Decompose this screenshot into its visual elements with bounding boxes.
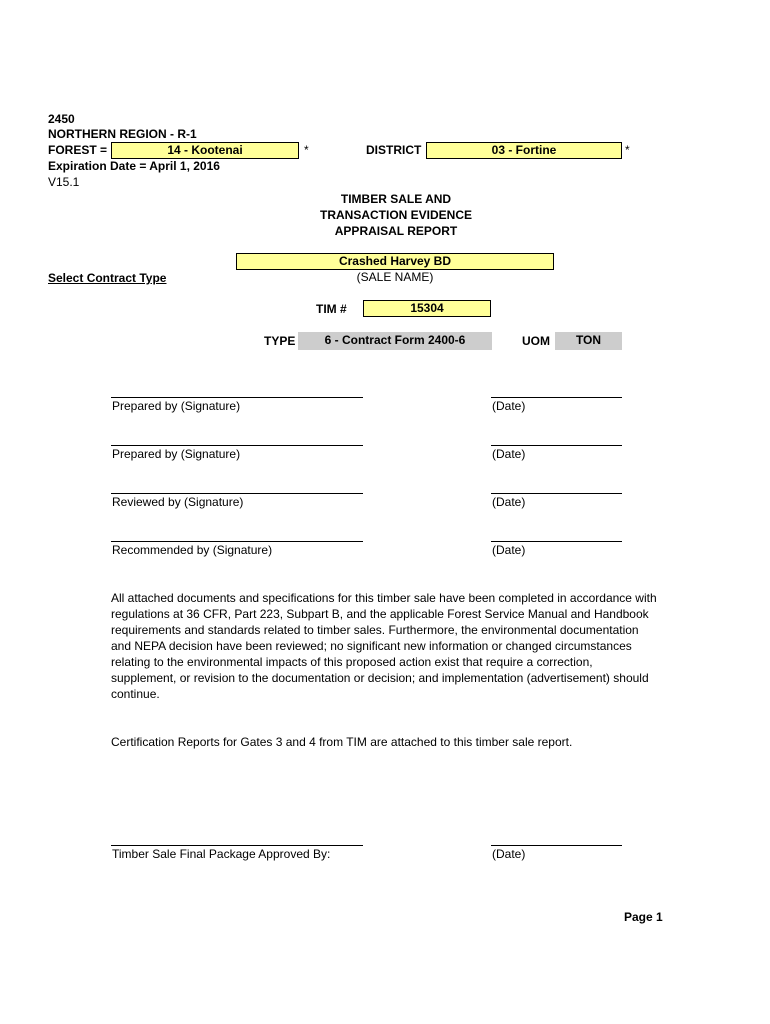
district-label: DISTRICT xyxy=(366,143,422,157)
certification-paragraph xyxy=(111,590,691,702)
paragraph-line: requirements and standards related to timber sales. Furthermore, the environmental documentation xyxy=(111,623,639,637)
signature-label: Reviewed by (Signature) xyxy=(112,495,244,509)
form-code: 2450 xyxy=(48,112,75,126)
contract-type-select[interactable]: 6 - Contract Form 2400-6 xyxy=(298,332,492,350)
signature-line[interactable] xyxy=(111,541,363,542)
date-label: (Date) xyxy=(492,495,526,509)
final-approval-date-label: (Date) xyxy=(492,847,526,861)
version-label: V15.1 xyxy=(48,175,80,189)
paragraph-line: continue. xyxy=(111,687,160,701)
final-approval-signature-line[interactable] xyxy=(111,845,363,846)
tim-number-field[interactable]: 15304 xyxy=(363,300,491,317)
district-required-asterisk: * xyxy=(625,143,630,157)
tim-label: TIM # xyxy=(316,302,347,316)
report-title-line-1: TIMBER SALE AND xyxy=(340,192,452,206)
signature-label: Prepared by (Signature) xyxy=(112,447,241,461)
report-title-line-2: TRANSACTION EVIDENCE xyxy=(319,208,472,222)
signature-line[interactable] xyxy=(111,397,363,398)
signature-label: Prepared by (Signature) xyxy=(112,399,241,413)
date-line[interactable] xyxy=(491,493,622,494)
paragraph-line: relating to the environmental impacts of this proposed action exist that require a correction, xyxy=(111,655,593,669)
forest-required-asterisk: * xyxy=(304,143,309,157)
signature-label: Recommended by (Signature) xyxy=(112,543,273,557)
paragraph-line: All attached documents and specifications for this timber sale have been completed in accordance with xyxy=(111,591,657,605)
date-label: (Date) xyxy=(492,543,526,557)
signature-line[interactable] xyxy=(111,493,363,494)
final-approval-date-line[interactable] xyxy=(491,845,622,846)
date-line[interactable] xyxy=(491,397,622,398)
uom-select[interactable]: TON xyxy=(555,332,622,350)
sale-name-field[interactable]: Crashed Harvey BD xyxy=(236,253,554,270)
paragraph-line: supplement, or revision to the documentation or decision; and implementation (advertisement) should xyxy=(111,671,649,685)
expiration-date: Expiration Date = April 1, 2016 xyxy=(48,159,220,173)
forest-label: FOREST = xyxy=(48,143,108,157)
uom-label: UOM xyxy=(522,334,550,348)
region-title: NORTHERN REGION - R-1 xyxy=(48,127,197,141)
final-approval-label: Timber Sale Final Package Approved By: xyxy=(112,847,331,861)
paragraph-line: and NEPA decision have been reviewed; no significant new information or changed circumstances xyxy=(111,639,632,653)
select-contract-type-link[interactable]: Select Contract Type xyxy=(48,271,167,285)
forest-select[interactable]: 14 - Kootenai xyxy=(111,142,299,159)
sale-name-caption: (SALE NAME) xyxy=(356,270,434,284)
paragraph-line: regulations at 36 CFR, Part 223, Subpart B, and the applicable Forest Service Manual and Handbook xyxy=(111,607,649,621)
date-label: (Date) xyxy=(492,399,526,413)
district-select[interactable]: 03 - Fortine xyxy=(426,142,622,159)
type-label: TYPE xyxy=(264,334,296,348)
date-line[interactable] xyxy=(491,541,622,542)
report-title-line-3: APPRAISAL REPORT xyxy=(334,224,458,238)
page-number: Page 1 xyxy=(624,910,663,924)
gates-paragraph: Certification Reports for Gates 3 and 4 from TIM are attached to this timber sale report. xyxy=(111,735,573,749)
signature-line[interactable] xyxy=(111,445,363,446)
date-line[interactable] xyxy=(491,445,622,446)
date-label: (Date) xyxy=(492,447,526,461)
